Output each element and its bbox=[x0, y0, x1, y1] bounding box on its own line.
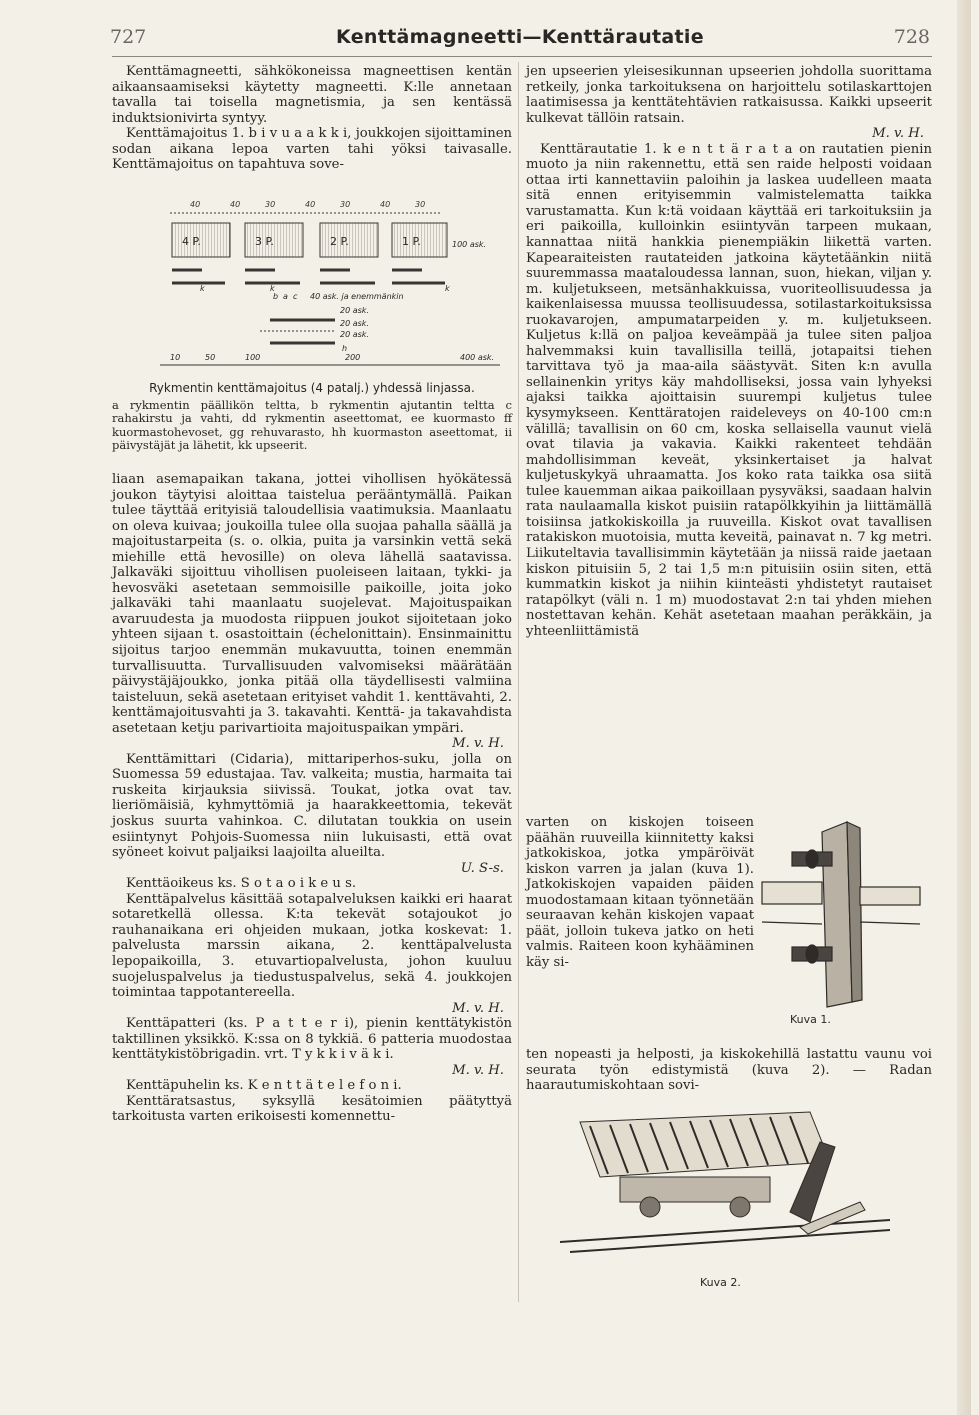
column-right-bottom bbox=[526, 1047, 932, 1094]
header-title: Kenttämagneetti—Kenttärautatie bbox=[336, 26, 704, 48]
entry-kenttarautatie: Kenttärautatie 1. k e n t t ä r a t a on rautatien pienin muoto ja niin rakennettu, että sen raide helposti voidaan ottaa irti kannettaviin paloihin ja laskea uudelleen maata sitä ennen erityisemmin valmistelematta taikka varustamatta. Kun k:tä voidaan käyttää eri tarkoituksiin ja eri paikoilla, kulloinkin esiintyvän tarpeen mukaan, kannattaa niitä hankkia pienempiäkin liikettä varten. Kapearaiteisten rautateiden jatkoina käytetäänkin niitä suuremmassa maataloudessa lannan, suon, hiekan, viljan y. m. kuljetukseen, metsänhakkuissa, vuoriteollisuudessa ja kaikenlaisessa muussa teollisuudessa, sotilastarkoituksissa ruokavarojen, ampumatarpeiden y. m. kuljetukseen. Kuljetus k:llä on paljoa keveämpää ja tulee siten paljoa halvemmaksi kuin tavallisilla teillä, jotapaitsi tiehen tarvittava työ ja maa-aila säästyvät. Siten k:n avulla sellainenkin yritys käy mahdolliseksi, jossa vain lyhyeksi ajaksi taikka ajoittaisin suurempi kuljetus tulee kysymykseen. Kenttäratojen raideleveys on 40-100 cm:n välillä; tavallisin on 60 cm, koska sellaisella vaunut vielä ovat tilavia ja vakavia. Kaikki rakenteet tehdään mahdollisimman keveät, yksinkertaiset ja halvat kuljetuskykyä uhraamatta. Jos koko rata taikka osa siitä tulee kauemman aikaa paikoillaan pysyväksi, saadaan halvin rata naulaamalla kiskot puisiin ratapölkkyihin ja liittämällä toisiinsa jatkokiskoilla ja ruuveilla. Kiskot ovat tavallisen ratakiskon muotoisia, mutta keveitä, painavat n. 7 kg metri. Liikuteltavia tavallisimmin käytetään ja niissä raide jaetaan kiskon pituisiin 5, 2 tai 1,5 m:n pituisiin osiin siten, että kummatkin kiskot ja niihin kiinteästi yhdistetyt rautaiset ratapölkyt (väli n. 1 m) muodostavat 2:n tai yhden miehen nostettavan kehän. Kehät asetetaan maahan peräkkäin, ja yhteenliittämistä bbox=[526, 141, 932, 639]
label-k-3: k bbox=[445, 284, 450, 293]
signature: M. v. H. bbox=[452, 1000, 504, 1016]
label-20-ask-2: 20 ask. bbox=[340, 319, 369, 328]
entry-kenttapatteri: Kenttäpatteri (ks. P a t t e r i), pienin kenttätykistön taktillinen yksikkö. K:ssa on 8 tykkiä. 6 patteria muodostaa kenttätykistöbrigadin. vrt. T y k k i v ä k i. bbox=[112, 1016, 512, 1063]
label-b: b bbox=[273, 292, 279, 301]
battalion-2: 2 P. bbox=[330, 235, 349, 248]
page-number-left: 727 bbox=[110, 26, 147, 48]
label-c: c bbox=[293, 292, 298, 301]
battalion-4: 4 P. bbox=[182, 235, 201, 248]
figure1-caption-desc: a rykmentin päällikön teltta, b rykmentin ajutantin teltta c rahakirstu ja vahti, dd rykmentin aseettomat, ee kuormasto ff kuormastohevoset, gg rehuvarasto, hh kuormaston aseettomat, ii päivystäjät ja lähetit, kk upseerit. bbox=[112, 397, 512, 453]
running-header bbox=[110, 26, 930, 56]
figure2-caption: Kuva 1. bbox=[790, 1013, 831, 1026]
entry-kenttaoikeus: Kenttäoikeus ks. S o t a o i k e u s. bbox=[126, 876, 357, 892]
label-20-ask-1: 20 ask. bbox=[340, 306, 369, 315]
figure1-caption-title: Rykmentin kenttämajoitus (4 patalj.) yhdessä linjassa. bbox=[149, 381, 475, 395]
column-left-bottom bbox=[112, 472, 512, 1125]
column-right-top bbox=[526, 64, 932, 639]
bottom-scale-2: 100 bbox=[245, 353, 261, 362]
battalion-3: 3 P. bbox=[255, 235, 274, 248]
top-scale-1: 40 bbox=[230, 200, 241, 209]
top-scale-6: 30 bbox=[415, 200, 426, 209]
page-number-right: 728 bbox=[893, 26, 930, 48]
top-scale-5: 40 bbox=[380, 200, 391, 209]
signature: M. v. H. bbox=[452, 1062, 504, 1078]
rail-carrying-figure bbox=[560, 1102, 890, 1262]
column-divider bbox=[518, 62, 519, 1302]
entry-kenttarautatie-end: ten nopeasti ja helposti, ja kiskokehillä lastattu vaunu voi seurata työn edistymistä (kuva 2). — Radan haarautumiskohtaan sovi- bbox=[526, 1047, 932, 1094]
battalion-1: 1 P. bbox=[402, 235, 421, 248]
entry-kenttapuhelin: Kenttäpuhelin ks. K e n t t ä t e l e f o n i. bbox=[126, 1078, 402, 1094]
top-scale-0: 40 bbox=[190, 200, 201, 209]
entry-kenttaratsastus: Kenttäratsastus, syksyllä kesätoimien päätyttyä tarkoitusta varten erikoisesti komennettu- bbox=[112, 1093, 512, 1125]
signature: U. S-s. bbox=[460, 860, 504, 876]
top-scale-4: 30 bbox=[340, 200, 351, 209]
signature: M. v. H. bbox=[452, 736, 504, 752]
entry-kenttapalvelus: Kenttäpalvelus käsittää sotapalveluksen kaikki eri haarat sotaretkellä ollessa. K:ta tekevät sotajoukot jo rauhanaikana eri ohjeiden mukaan, jotka koskevat: 1. palvelusta marssin aikana, 2. kenttäpalvelusta lepopaikoilla, 3. etuvartiopalvelusta, johon kuuluu suojeluspalvelus ja tiedustuspalvelus, sekä 4. joukkojen toimintaa tappotantereella. bbox=[112, 891, 512, 1001]
bottom-scale-3: 200 bbox=[345, 353, 361, 362]
bottom-scale-4: 400 ask. bbox=[460, 353, 495, 362]
label-k-2: k bbox=[270, 284, 275, 293]
label-20-ask-3: 20 ask. bbox=[340, 330, 369, 339]
figure1-caption bbox=[112, 382, 512, 453]
column-right-wrap bbox=[526, 815, 754, 970]
label-k-1: k bbox=[200, 284, 205, 293]
header-rule bbox=[112, 56, 932, 57]
signature: M. v. H. bbox=[872, 126, 924, 142]
page-edge bbox=[957, 0, 971, 1415]
column-left-top bbox=[112, 64, 512, 173]
entry-kenttaratsastus-cont: jen upseerien yleisesikunnan upseerien johdolla suorittama retkeily, jonka tarkoituksena on harjoittelu sotilaskarttojen laatimisessa ja kenttätehtävien ratkaisussa. Kaikki upseerit kulkevat tällöin ratsain. bbox=[526, 64, 932, 126]
top-scale-3: 40 bbox=[305, 200, 316, 209]
label-100-ask: 100 ask. bbox=[452, 240, 487, 249]
label-40-ask: 40 ask. ja enemmänkin bbox=[310, 292, 404, 301]
label-h: h bbox=[342, 344, 348, 353]
entry-kenttamagneetti: Kenttämagneetti, sähkökoneissa magneettisen kentän aikaansaamiseksi käytetty magneetti. K:lle annetaan tavalla tai toisella magnetismia, ja sen kentässä induktsionivirta syntyy. bbox=[112, 64, 512, 126]
entry-kenttarautatie-wrap: varten on kiskojen toiseen päähän ruuveilla kiinnitetty kaksi jatkokiskoa, jotka ympäröivät kiskon varren ja jalan (kuva 1). Jatkokiskojen vapaiden päiden muodostamaan kitaan työnnetään seuraavan kehän kiskojen vapaat päät, jolloin tukeva jatko on heti valmis. Raiteen koon kyhääminen käy si- bbox=[526, 815, 754, 970]
entry-kenttamajoitus: Kenttämajoitus 1. b i v u a a k k i, joukkojen sijoittaminen sodan aikana lepoa varten tahi yöksi taivasalle. Kenttämajoitus on tapahtuva sove- bbox=[112, 126, 512, 173]
entry-kenttamajoitus-cont: liaan asemapaikan takana, jottei vihollisen hyökätessä joukon täytyisi aloittaa taistelua perääntymällä. Paikan tulee täyttää erityisiä taloudellisia vaatimuksia. Maanlaatu on oleva kuivaa; joukoilla tulee olla suojaa pahalla säällä ja majoitustarpeita (s. o. olkia, puita ja varsinkin vettä sekä miehille että hevosille) on oleva lähellä saatavissa. Jalkaväki sijoittuu vihollisen puoleiseen laitaan, tykki- ja hevosväki asetetaan semmoisille paikoille, joita joko jalkaväki tahi maanlaatu suojelevat. Majoituspaikan avaruudesta ja muodosta riippuen joukot sijoitetaan joko yhteen sijaan t. osastoittain (échelonittain). Ensinmainittu sijoitus tarjoo enemmän mukavuutta, toinen enemmän turvallisuutta. Turvallisuuden valvomiseksi määrätään päivystäjäjoukko, jonka pitää olla täydellisesti valmiina taisteluun, sekä asetetaan erityiset vahdit 1. kenttävahti, 2. kenttämajoitusvahti ja 3. takavahti. Kenttä- ja takavahdista asetetaan ketju parivartioita majoituspaikan ympäri. bbox=[112, 472, 512, 736]
rail-joint-figure bbox=[752, 812, 932, 1012]
bottom-scale-1: 50 bbox=[205, 353, 216, 362]
bottom-scale-0: 10 bbox=[170, 353, 181, 362]
entry-kenttamittari: Kenttämittari (Cidaria), mittariperhos-suku, jolla on Suomessa 59 edustajaa. Tav. valkeita; mustia, harmaita tai ruskeita kirjauksia siivissä. Toukat, jotka ovat tav. lieriömäisiä, kyhmyttömiä ja haarakkeettomia, tekevät joskus suurta vahinkoa. C. dilutatan toukkia on usein esiintynyt Pohjois-Suomessa niin lukuisasti, että ovat syöneet koivut paljaiksi laajoilta alueilta. bbox=[112, 751, 512, 861]
label-a: a bbox=[283, 292, 288, 301]
top-scale-2: 30 bbox=[265, 200, 276, 209]
camp-layout-figure bbox=[160, 195, 515, 375]
figure3-caption: Kuva 2. bbox=[700, 1276, 741, 1289]
